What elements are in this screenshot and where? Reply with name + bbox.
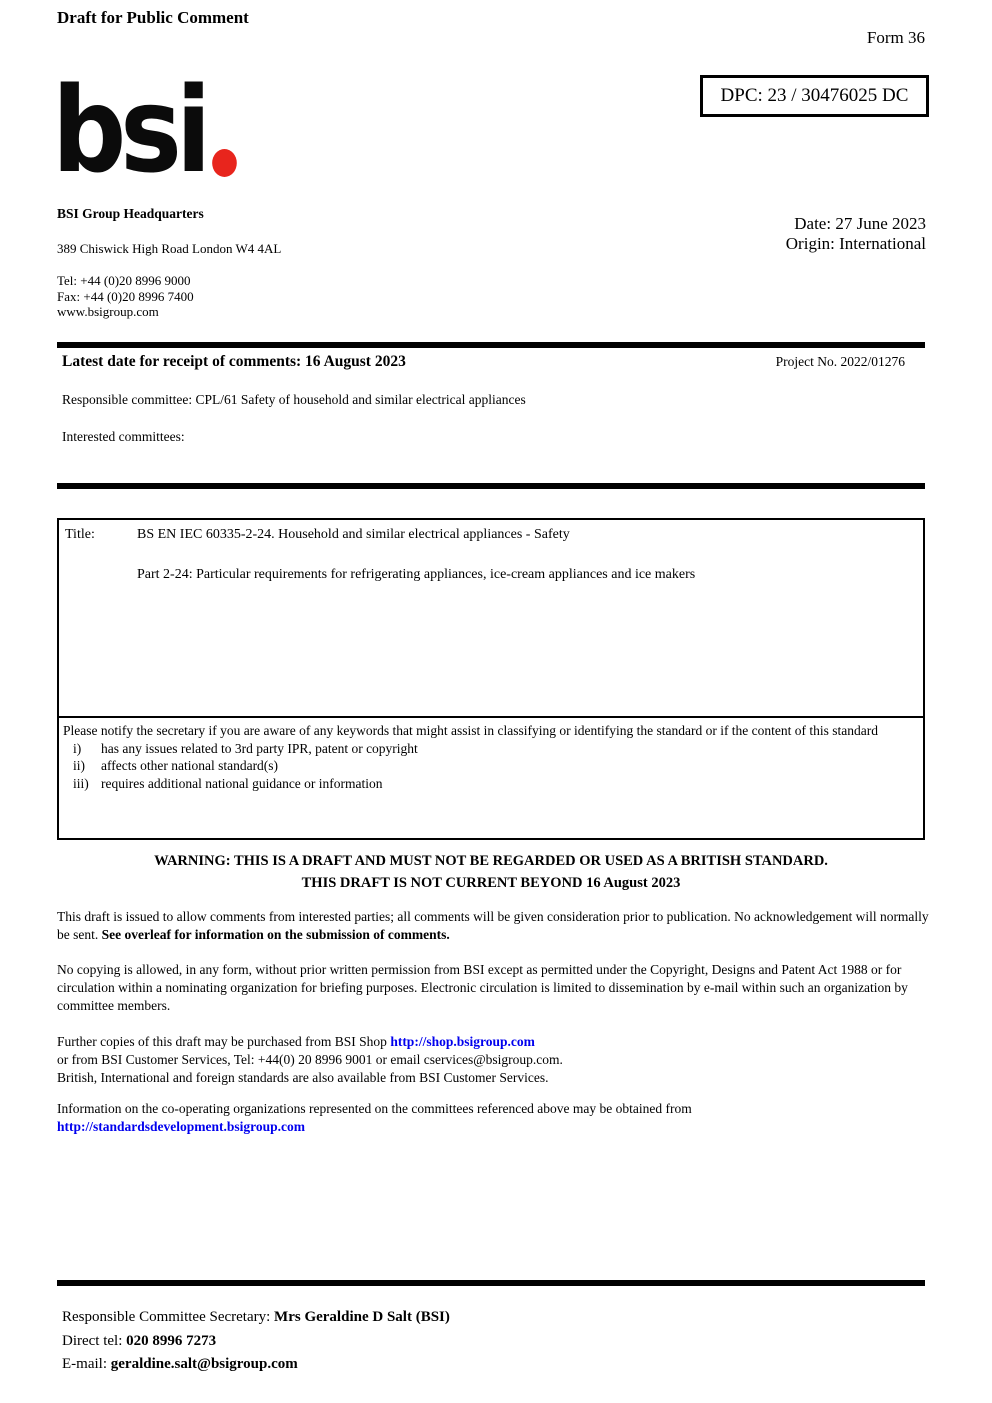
dpc-number-box [700,75,929,117]
further-copies-text: Further copies of this draft may be purchased from BSI Shop [57,1034,391,1049]
title-field-content [137,527,695,709]
standard-part-line: Part 2-24: Particular requirements for refrigerating appliances, ice-cream appliances and ice makers [137,567,696,582]
notify-item-guidance [73,775,917,793]
standard-title-line: BS EN IEC 60335-2-24. Household and similar electrical appliances - Safety [137,527,570,542]
notify-item-text: requires additional national guidance or information [101,775,383,791]
headquarters-name: BSI Group Headquarters [57,206,204,221]
bsi-logo-text: bsi [52,61,206,199]
customer-services-text: or from BSI Customer Services, Tel: +44(0) 20 8996 9001 or email cservices@bsigroup.com. [57,1051,563,1067]
date-label: Date: 27 June 2023 [794,214,926,233]
responsible-committee-label: Responsible committee: CPL/61 Safety of household and similar electrical appliances [62,392,526,407]
draft-issued-text: This draft is issued to allow comments from interested parties; all comments will be given consideration prior to publication. No acknowledgement will normally be sent. [57,909,929,942]
cooperating-orgs-text: Information on the co-operating organizations represented on the committees referenced above may be obtained from [57,1101,692,1116]
bsi-shop-link[interactable]: http://shop.bsigroup.com [390,1034,535,1049]
email-value: geraldine.salt@bsigroup.com [110,1356,298,1372]
headquarters-tel: Tel: +44 (0)20 8996 9000 [57,273,191,288]
origin-label: Origin: International [785,233,926,253]
bsi-logo [52,61,237,199]
latest-date-label: Latest date for receipt of comments: 16 August 2023 [62,353,406,370]
draft-warning-text [57,851,925,894]
headquarters-street: 389 Chiswick High Road London W4 4AL [57,240,282,256]
notify-item-number: ii) [73,758,85,773]
title-field-label: Title: [65,527,95,542]
horizontal-rule-bottom [57,1280,925,1286]
warning-line-1: WARNING: THIS IS A DRAFT AND MUST NOT BE REGARDED OR USED AS A BRITISH STANDARD. [154,853,828,869]
standards-development-link[interactable]: http://standardsdevelopment.bsigroup.com [57,1118,306,1134]
project-number-label: Project No. 2022/01276 [775,354,905,369]
draft-for-public-comment-label: Draft for Public Comment [57,8,249,27]
interested-committees-label: Interested committees: [62,429,185,444]
horizontal-rule-top [57,342,925,348]
bsi-logo-dot-icon [212,149,237,177]
dpc-number-text: DPC: 23 / 30476025 DC [720,85,909,106]
keywords-notify-box [57,716,925,840]
headquarters-fax: Fax: +44 (0)20 8996 7400 [57,288,194,304]
further-copies-paragraph [57,1033,929,1086]
horizontal-rule-middle [57,483,925,489]
secretary-name: Mrs Geraldine D Salt (BSI) [274,1309,450,1325]
notify-item-standards [73,757,917,775]
notify-item-ipr [73,740,917,758]
direct-tel-label: Direct tel: [62,1332,127,1349]
cooperating-orgs-paragraph [57,1100,929,1136]
secretary-label: Responsible Committee Secretary: [62,1309,275,1325]
notify-item-text: affects other national standard(s) [101,758,279,773]
bsi-address-block [57,206,281,320]
date-origin-block [786,214,926,253]
see-overleaf-text: See overleaf for information on the submission of comments. [101,926,450,942]
direct-tel-line [62,1330,450,1354]
no-copying-paragraph: No copying is allowed, in any form, without prior written permission from BSI except as permitted under the Copyright, Designs and Patent Act 1988 or for circulation within a nominating organization for briefing purposes. Electronic circulation is limited to dissemination by e-mail within such an organization by committee members. [57,962,908,1013]
notify-item-number: i) [73,740,82,756]
email-label: E-mail: [62,1356,111,1372]
headquarters-website: www.bsigroup.com [57,304,159,319]
notify-item-number: iii) [73,775,89,791]
notify-list [63,740,917,793]
form-number-label: Form 36 [866,28,925,47]
draft-issued-paragraph [57,908,929,944]
notify-intro-text: Please notify the secretary if you are aware of any keywords that might assist in classifying or identifying the standard or if the content of this standard [63,723,879,738]
comments-section [57,353,925,445]
british-standards-text: British, International and foreign standards are also available from BSI Customer Services. [57,1069,549,1085]
notify-item-text: has any issues related to 3rd party IPR, patent or copyright [101,740,418,756]
committee-secretary-block [62,1306,450,1377]
secretary-line [62,1306,450,1330]
warning-line-2: THIS DRAFT IS NOT CURRENT BEYOND 16 August 2023 [301,874,681,891]
direct-tel-value: 020 8996 7273 [126,1332,217,1349]
title-box [57,518,925,718]
email-line [62,1353,450,1377]
